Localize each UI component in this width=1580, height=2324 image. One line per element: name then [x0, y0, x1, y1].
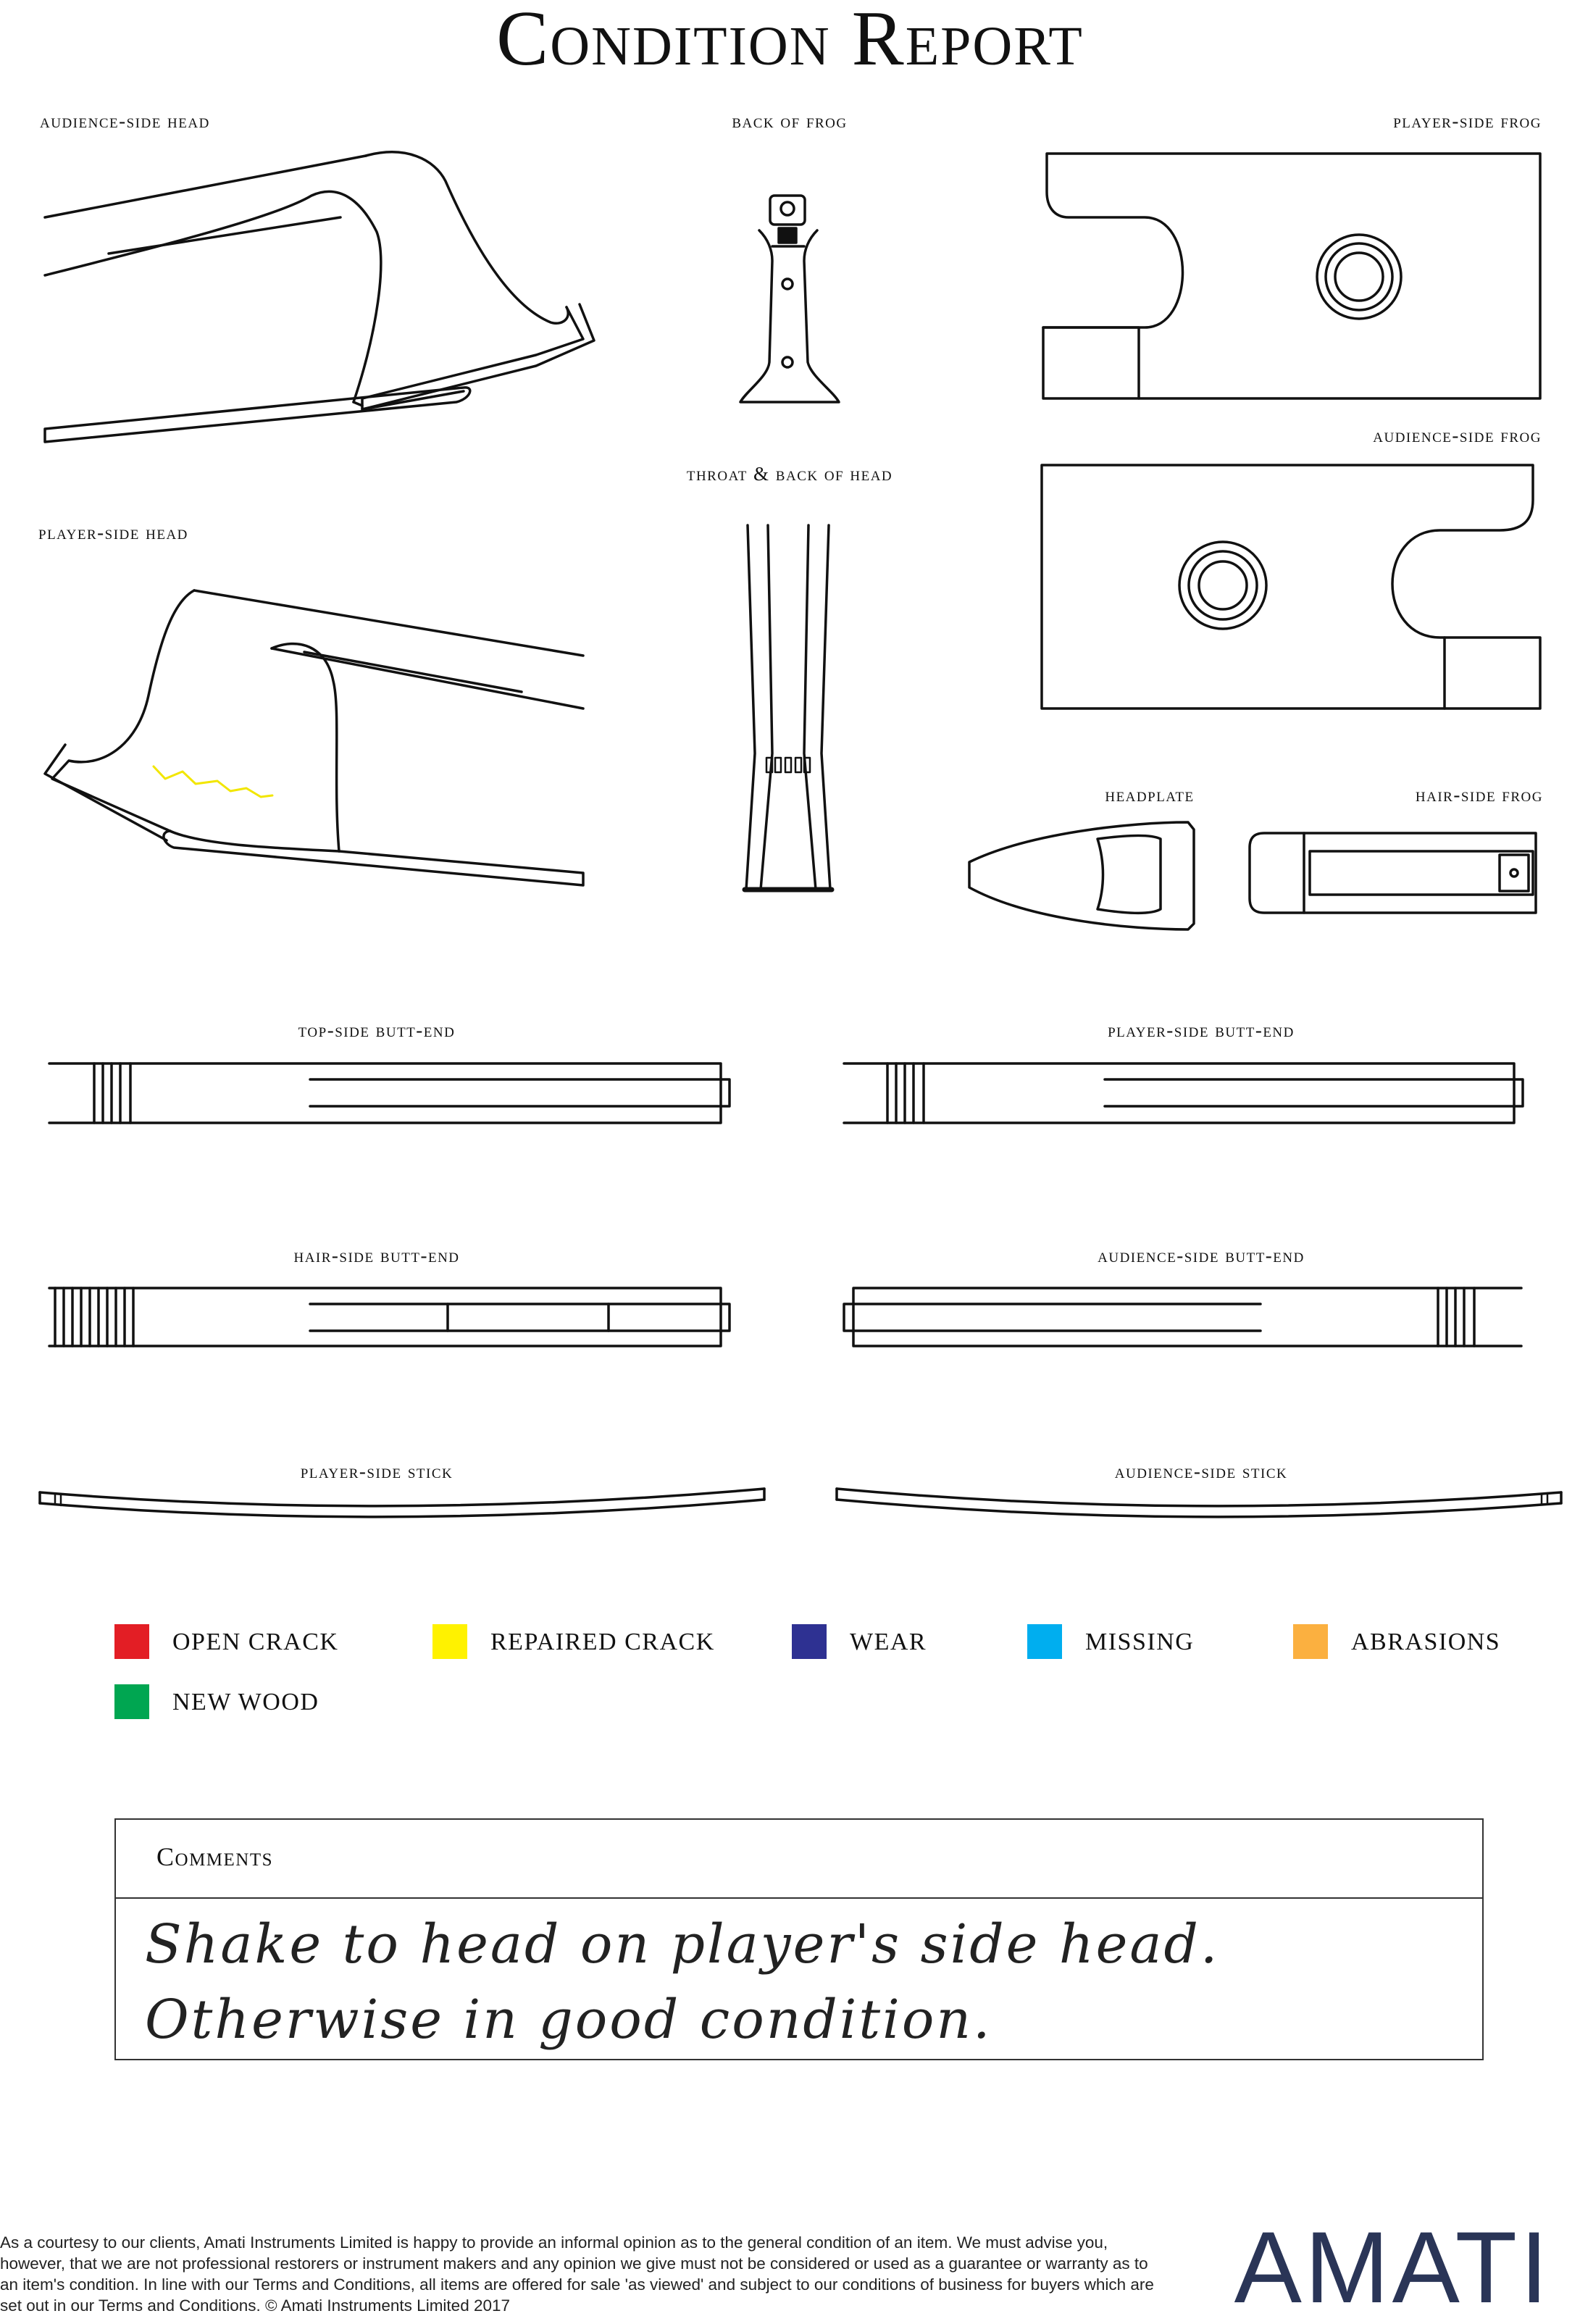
legend-label: ABRASIONS [1351, 1629, 1501, 1655]
legend-label: OPEN CRACK [172, 1629, 339, 1655]
top-side-butt-end-drawing [49, 1063, 730, 1123]
legend-swatch [114, 1684, 149, 1719]
legend-label: WEAR [850, 1629, 927, 1655]
label-headplate: headplate [1105, 784, 1195, 806]
label-player-side-frog: player-side frog [1393, 110, 1542, 132]
hair-side-butt-end-drawing [49, 1288, 730, 1346]
label-back-of-frog: back of frog [732, 110, 848, 132]
hair-side-frog-drawing [1250, 833, 1536, 913]
comments-title: Comments [156, 1842, 274, 1871]
page-title: Condition Report [496, 0, 1084, 82]
label-player-side-head: player-side head [38, 522, 188, 543]
comments-header [116, 1820, 1482, 1899]
audience-side-butt-end-drawing [844, 1288, 1521, 1346]
player-side-frog-drawing [1043, 154, 1540, 398]
legend-swatch [1027, 1624, 1062, 1659]
amati-logo: AMATI [1234, 2210, 1551, 2324]
legend-label: REPAIRED CRACK [490, 1629, 715, 1655]
audience-side-stick-drawing [837, 1489, 1561, 1517]
label-player-side-stick: player-side stick [300, 1460, 453, 1482]
legend-label: NEW WOOD [172, 1689, 319, 1715]
legend-swatch [1293, 1624, 1328, 1659]
player-side-stick-drawing [40, 1489, 764, 1517]
audience-side-frog-drawing [1042, 465, 1540, 709]
throat-drawing [745, 525, 832, 890]
legend-swatch [432, 1624, 467, 1659]
repaired-crack-mark [154, 766, 272, 797]
audience-side-head-drawing [45, 152, 594, 442]
headplate-drawing [969, 822, 1194, 929]
label-hair-side-butt-end: hair-side butt-end [293, 1245, 460, 1266]
label-audience-side-frog: audience-side frog [1373, 425, 1542, 446]
label-audience-side-head: audience-side head [40, 110, 210, 132]
back-of-frog-drawing [740, 196, 839, 402]
comments-box [114, 1818, 1484, 2060]
label-audience-side-stick: audience-side stick [1114, 1460, 1288, 1482]
player-side-butt-end-drawing [844, 1063, 1523, 1123]
legend-swatch [792, 1624, 827, 1659]
disclaimer-text: As a courtesy to our clients, Amati Instruments Limited is happy to provide an informal opinion as to the general condition of an item. We must advise you, however, that we are not professional restorers or instrument makers and any opinion we give must not be considered or used as a guarantee or warranty as to an item's condition. In line with our Terms and Conditions, all items are offered for sale 'as viewed' and subject to our conditions of business for buyers which are set out in our Terms and Conditions. © Amati Instruments Limited 2017 [0, 2233, 1154, 2315]
legend-label: MISSING [1085, 1629, 1195, 1655]
label-player-side-butt-end: player-side butt-end [1108, 1019, 1295, 1041]
comments-text: Shake to head on player's side head. Otherwise in good condition. [145, 1913, 1220, 2051]
label-hair-side-frog: hair-side frog [1415, 784, 1543, 806]
label-throat-back-of-head: throat & back of head [686, 463, 893, 485]
label-audience-side-butt-end: audience-side butt-end [1098, 1245, 1305, 1266]
player-side-head-drawing [45, 590, 583, 885]
label-top-side-butt-end: top-side butt-end [298, 1019, 456, 1041]
legend-swatch [114, 1624, 149, 1659]
